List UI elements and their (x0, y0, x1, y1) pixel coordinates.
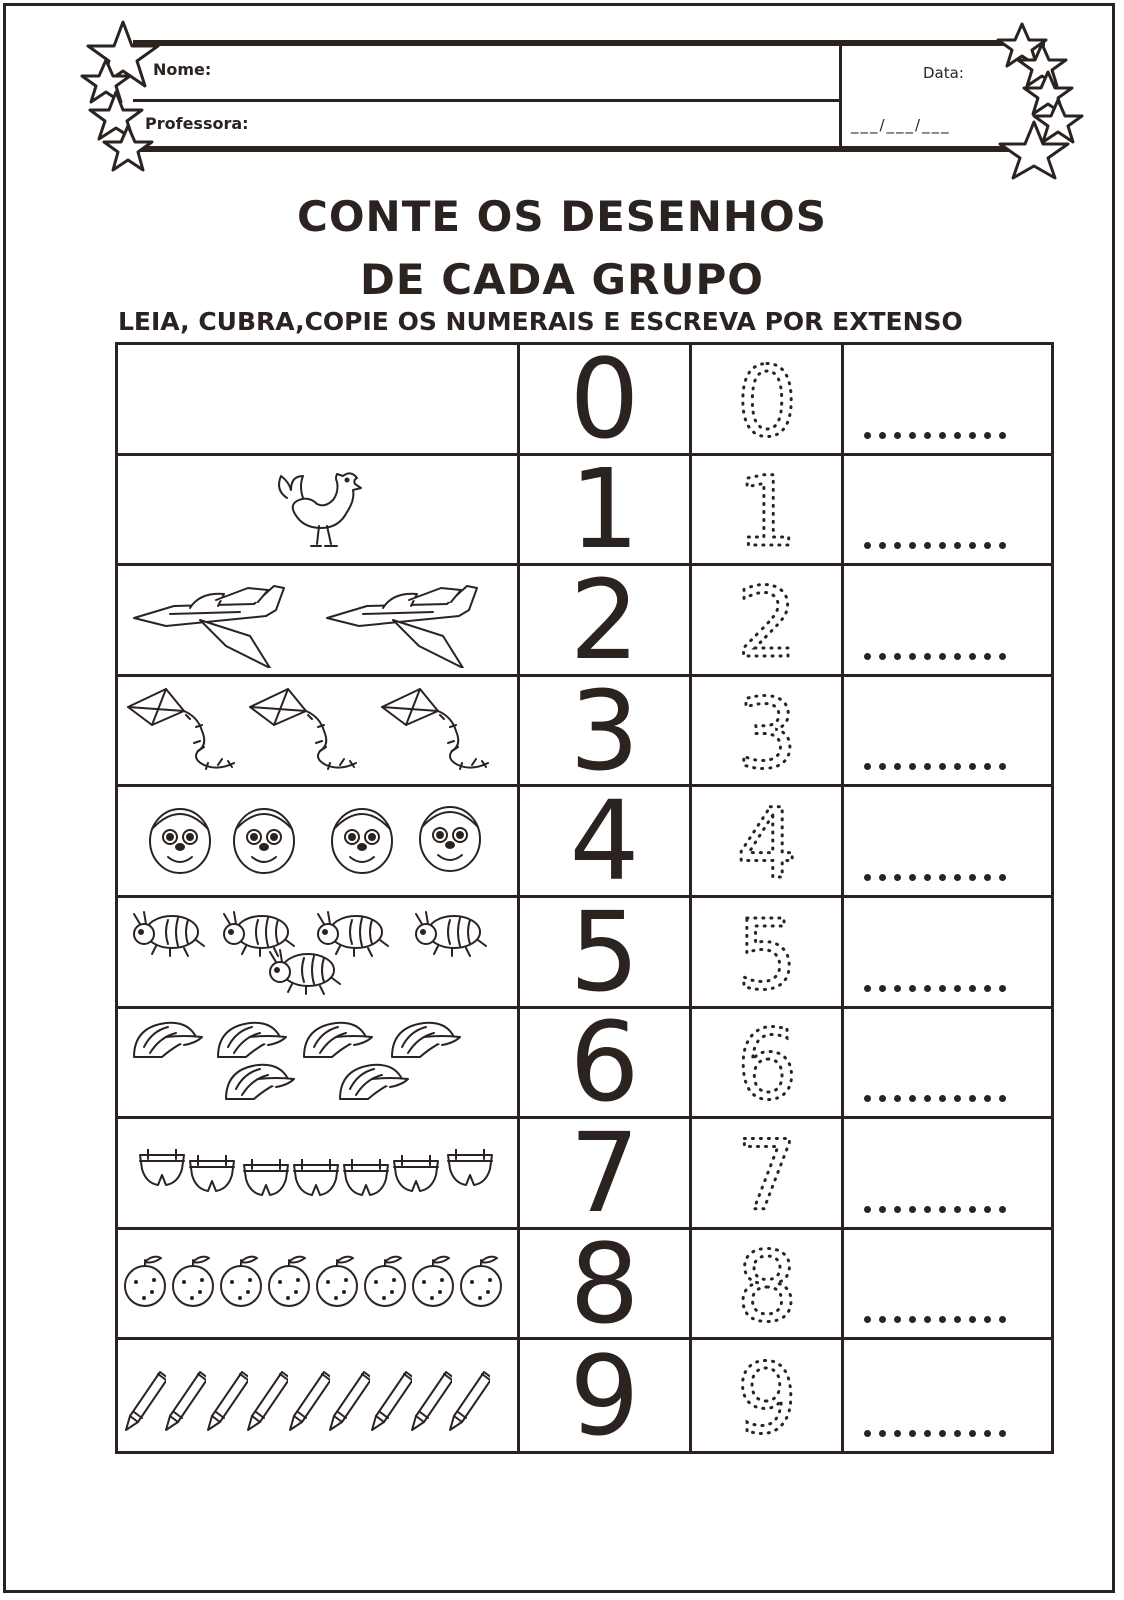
trace-cell[interactable] (692, 566, 844, 674)
svg-text:7: 7 (735, 1122, 798, 1223)
date-label: Data: (923, 64, 964, 82)
svg-text:8: 8 (735, 1233, 798, 1334)
write-in-words-cell[interactable] (844, 1340, 1051, 1451)
dotted-writing-line (864, 1095, 1031, 1102)
pencil-icon (444, 1366, 490, 1436)
header-divider-horizontal (133, 99, 839, 102)
trace-numeral-6 (712, 1012, 822, 1112)
dotted-writing-line (864, 1430, 1031, 1437)
picture-cell (118, 1119, 520, 1227)
numeral-text: 2 (569, 555, 640, 684)
clothesline-shorts-icon (390, 1155, 442, 1195)
trace-numeral-2 (712, 570, 822, 670)
dotted-writing-line (864, 542, 1031, 549)
numeral-text: 7 (569, 1108, 640, 1237)
numeral-cell (520, 445, 692, 574)
teacher-label: Professora: (145, 114, 249, 133)
dotted-writing-line (864, 874, 1031, 881)
numeral-cell (520, 777, 692, 906)
svg-text:6: 6 (735, 1012, 798, 1113)
trace-numeral-3 (712, 681, 822, 781)
trace-numeral-5 (712, 902, 822, 1002)
dotted-writing-line (864, 1316, 1031, 1323)
cap-icon (214, 1017, 288, 1065)
trace-cell[interactable] (692, 345, 844, 453)
trace-numeral-0 (712, 349, 822, 449)
trace-cell[interactable] (692, 456, 844, 564)
picture-cell (118, 898, 520, 1006)
stars-left-icon (78, 18, 168, 178)
trace-cell[interactable] (692, 1119, 844, 1227)
trace-numeral-1 (712, 459, 822, 559)
orange-icon (410, 1252, 456, 1308)
trace-numeral-4 (712, 791, 822, 891)
table-row (118, 334, 1051, 463)
pencil-icon (324, 1366, 370, 1436)
cap-icon (300, 1017, 374, 1065)
cap-icon (388, 1017, 462, 1065)
write-in-words-cell[interactable] (844, 566, 1051, 674)
child-face-icon (224, 801, 304, 879)
write-in-words-cell[interactable] (844, 456, 1051, 564)
header-box (133, 40, 1045, 152)
rooster-icon (273, 464, 363, 559)
picture-cell (118, 456, 520, 564)
clothesline-shorts-icon (186, 1155, 238, 1195)
cap-icon (336, 1059, 410, 1107)
clothesline-shorts-icon (444, 1149, 496, 1189)
picture-cell (118, 345, 520, 453)
picture-cell (118, 677, 520, 785)
table-row (118, 445, 1051, 574)
svg-text:4: 4 (735, 791, 798, 892)
jet-plane-icon (130, 578, 290, 668)
ladybug-icon (126, 906, 206, 958)
picture-cell (118, 1230, 520, 1338)
numeral-cell (520, 555, 692, 684)
table-row (118, 666, 1051, 795)
numeral-text: 8 (569, 1219, 640, 1348)
numeral-text: 5 (569, 887, 640, 1016)
numeral-cell (520, 998, 692, 1127)
table-row (118, 777, 1051, 906)
jet-plane-icon (323, 578, 483, 668)
write-in-words-cell[interactable] (844, 345, 1051, 453)
write-in-words-cell[interactable] (844, 1119, 1051, 1227)
table-row (118, 998, 1051, 1127)
trace-numeral-9 (712, 1346, 822, 1446)
child-face-icon (410, 799, 490, 877)
dotted-writing-line (864, 985, 1031, 992)
picture-cell (118, 787, 520, 895)
pencil-icon (242, 1366, 288, 1436)
numeral-cell (520, 1108, 692, 1237)
pencil-icon (160, 1366, 206, 1436)
kite-icon (248, 685, 363, 775)
svg-text:1: 1 (735, 459, 798, 560)
trace-cell[interactable] (692, 898, 844, 1006)
orange-icon (458, 1252, 504, 1308)
trace-cell[interactable] (692, 1340, 844, 1451)
write-in-words-cell[interactable] (844, 898, 1051, 1006)
write-in-words-cell[interactable] (844, 1009, 1051, 1117)
child-face-icon (322, 801, 402, 879)
numeral-cell (520, 334, 692, 463)
orange-icon (266, 1252, 312, 1308)
numeral-text: 6 (569, 998, 640, 1127)
dotted-writing-line (864, 763, 1031, 770)
ladybug-icon (408, 906, 488, 958)
clothesline-shorts-icon (340, 1159, 392, 1199)
header-divider-vertical (839, 40, 842, 152)
numeral-text: 0 (569, 334, 640, 463)
trace-cell[interactable] (692, 1230, 844, 1338)
table-row (118, 555, 1051, 684)
numeral-cell (520, 1219, 692, 1348)
numeral-text: 4 (569, 777, 640, 906)
clothesline-shorts-icon (290, 1159, 342, 1199)
kite-icon (126, 685, 241, 775)
numeral-text: 1 (569, 445, 640, 574)
cap-icon (222, 1059, 296, 1107)
numeral-cell (520, 887, 692, 1016)
orange-icon (170, 1252, 216, 1308)
numeral-text: 9 (569, 1331, 640, 1460)
trace-cell[interactable] (692, 1009, 844, 1117)
name-label: Nome: (153, 60, 212, 79)
child-face-icon (140, 801, 220, 879)
orange-icon (314, 1252, 360, 1308)
svg-text:9: 9 (735, 1345, 798, 1446)
dotted-writing-line (864, 1206, 1031, 1213)
date-blank: ___/___/___ (851, 116, 951, 134)
picture-cell (118, 566, 520, 674)
clothesline-shorts-icon (240, 1159, 292, 1199)
dotted-writing-line (864, 653, 1031, 660)
cap-icon (130, 1017, 204, 1065)
kite-icon (380, 685, 495, 775)
orange-icon (218, 1252, 264, 1308)
svg-text:5: 5 (735, 901, 798, 1002)
trace-numeral-7 (712, 1123, 822, 1223)
numeral-text: 3 (569, 666, 640, 795)
orange-icon (122, 1252, 168, 1308)
trace-numeral-8 (712, 1234, 822, 1334)
worksheet-table (115, 334, 1054, 1460)
svg-text:3: 3 (735, 680, 798, 781)
page-title-line1: CONTE OS DESENHOS (297, 192, 827, 241)
picture-cell (118, 1340, 520, 1451)
orange-icon (362, 1252, 408, 1308)
page-title-line2: DE CADA GRUPO (360, 255, 764, 304)
ladybug-icon (262, 944, 342, 996)
trace-cell[interactable] (692, 787, 844, 895)
dotted-writing-line (864, 432, 1031, 439)
picture-cell (118, 1009, 520, 1117)
numeral-cell (520, 1331, 692, 1460)
table-row (118, 1331, 1051, 1460)
instruction-text: LEIA, CUBRA,COPIE OS NUMERAIS E ESCREVA POR EXTENSO (118, 307, 963, 336)
clothesline-shorts-icon (136, 1149, 188, 1189)
table-row (118, 887, 1051, 1016)
numeral-cell (520, 666, 692, 795)
write-in-words-cell[interactable] (844, 1230, 1051, 1338)
svg-text:0: 0 (735, 348, 798, 449)
write-in-words-cell[interactable] (844, 677, 1051, 785)
table-row (118, 1108, 1051, 1237)
trace-cell[interactable] (692, 677, 844, 785)
svg-text:2: 2 (735, 569, 798, 670)
stars-right-icon (992, 20, 1084, 180)
write-in-words-cell[interactable] (844, 787, 1051, 895)
table-row (118, 1219, 1051, 1348)
